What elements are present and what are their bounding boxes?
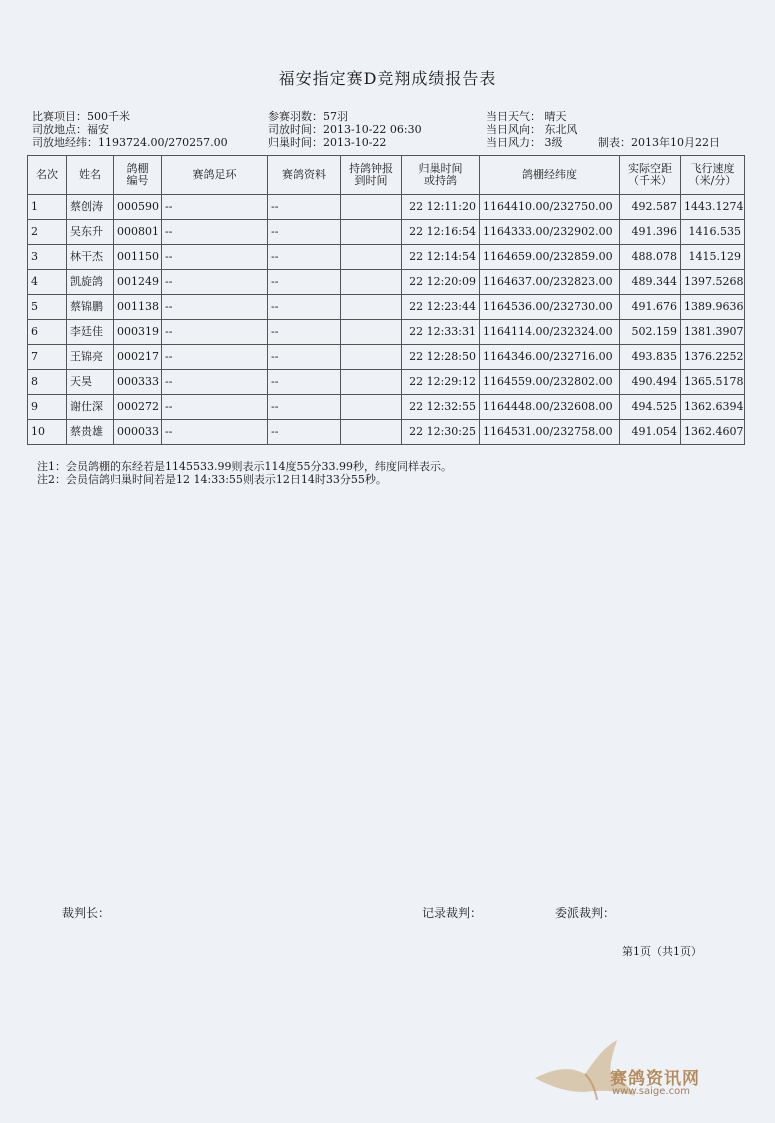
- watermark-url: www.saige.com: [612, 1086, 690, 1097]
- cell-name: 李廷佳: [67, 320, 114, 345]
- cell-name: 王锦亮: [67, 345, 114, 370]
- cell-speed: 1362.4607: [681, 420, 745, 445]
- return-date: 归巢时间：2013-10-22: [268, 136, 387, 149]
- cell-clock: [341, 295, 402, 320]
- cell-dist: 490.494: [620, 370, 681, 395]
- cell-ring: --: [162, 345, 268, 370]
- cell-speed: 1443.1274: [681, 195, 745, 220]
- cell-info: --: [268, 270, 341, 295]
- meta-left: [32, 110, 228, 149]
- watermark-name: 赛鸽资讯网: [610, 1069, 700, 1089]
- col-time: 归巢时间或持鸽: [402, 156, 480, 195]
- cell-rank: 5: [28, 295, 67, 320]
- cell-coord: 1164448.00/232608.00: [480, 395, 620, 420]
- release-time: 司放时间：2013-10-22 06:30: [268, 123, 422, 136]
- cell-name: 蔡贵雄: [67, 420, 114, 445]
- note-1: 注1：会员鸽棚的东经若是1145533.99则表示114度55分33.99秒，纬度同样表示。: [37, 460, 452, 473]
- cell-loft: 001249: [114, 270, 162, 295]
- cell-time: 22 12:23:44: [402, 295, 480, 320]
- cell-clock: [341, 220, 402, 245]
- cell-clock: [341, 270, 402, 295]
- cell-loft: 000033: [114, 420, 162, 445]
- header-row: [28, 156, 745, 195]
- cell-name: 蔡创涛: [67, 195, 114, 220]
- cell-ring: --: [162, 270, 268, 295]
- cell-name: 凯旋鸽: [67, 270, 114, 295]
- cell-clock: [341, 370, 402, 395]
- cell-rank: 10: [28, 420, 67, 445]
- cell-time: 22 12:32:55: [402, 395, 480, 420]
- cell-ring: --: [162, 195, 268, 220]
- table-row: [28, 195, 745, 220]
- race-item: 比赛项目：500千米: [32, 110, 130, 123]
- cell-coord: 1164531.00/232758.00: [480, 420, 620, 445]
- cell-info: --: [268, 220, 341, 245]
- release-place: 司放地点：福安: [32, 123, 109, 136]
- cell-time: 22 12:11:20: [402, 195, 480, 220]
- weather: 当日天气： 晴天: [486, 110, 567, 123]
- cell-time: 22 12:16:54: [402, 220, 480, 245]
- cell-ring: --: [162, 245, 268, 270]
- table-row: [28, 270, 745, 295]
- table-row: [28, 345, 745, 370]
- table-row: [28, 320, 745, 345]
- cell-loft: 000272: [114, 395, 162, 420]
- cell-name: 林干杰: [67, 245, 114, 270]
- appointed-judge-signature: 委派裁判：: [555, 906, 616, 920]
- cell-coord: 1164536.00/232730.00: [480, 295, 620, 320]
- col-rank: 名次: [28, 156, 67, 195]
- cell-info: --: [268, 245, 341, 270]
- cell-dist: 492.587: [620, 195, 681, 220]
- meta-right: [486, 110, 578, 149]
- cell-speed: 1381.3907: [681, 320, 745, 345]
- note-2: 注2：会员信鸽归巢时间若是12 14:33:55则表示12日14时33分55秒。: [37, 473, 387, 486]
- cell-rank: 6: [28, 320, 67, 345]
- cell-loft: 000217: [114, 345, 162, 370]
- col-distance: 实际空距（千米）: [620, 156, 681, 195]
- cell-coord: 1164346.00/232716.00: [480, 345, 620, 370]
- cell-loft: 001150: [114, 245, 162, 270]
- cell-dist: 491.054: [620, 420, 681, 445]
- cell-loft: 000333: [114, 370, 162, 395]
- cell-ring: --: [162, 370, 268, 395]
- cell-rank: 1: [28, 195, 67, 220]
- cell-loft: 000319: [114, 320, 162, 345]
- cell-speed: 1389.9636: [681, 295, 745, 320]
- table-row: [28, 395, 745, 420]
- chief-judge-signature: 裁判长：: [62, 906, 111, 920]
- cell-speed: 1397.5268: [681, 270, 745, 295]
- cell-speed: 1365.5178: [681, 370, 745, 395]
- col-loft: 鸽棚编号: [114, 156, 162, 195]
- cell-info: --: [268, 295, 341, 320]
- wind-force: 当日风力： 3级: [486, 136, 563, 149]
- cell-info: --: [268, 345, 341, 370]
- table-row: [28, 220, 745, 245]
- col-ring: 赛鸽足环: [162, 156, 268, 195]
- cell-coord: 1164114.00/232324.00: [480, 320, 620, 345]
- cell-dist: 489.344: [620, 270, 681, 295]
- cell-ring: --: [162, 220, 268, 245]
- cell-clock: [341, 320, 402, 345]
- cell-rank: 8: [28, 370, 67, 395]
- cell-ring: --: [162, 295, 268, 320]
- table-row: [28, 245, 745, 270]
- cell-info: --: [268, 395, 341, 420]
- cell-coord: 1164659.00/232859.00: [480, 245, 620, 270]
- cell-dist: 493.835: [620, 345, 681, 370]
- cell-name: 蔡锦鹏: [67, 295, 114, 320]
- cell-coord: 1164559.00/232802.00: [480, 370, 620, 395]
- release-coord: 司放地经纬：1193724.00/270257.00: [32, 136, 228, 149]
- cell-info: --: [268, 320, 341, 345]
- made-date: 制表：2013年10月22日: [598, 136, 720, 149]
- report-title: 福安指定赛D竞翔成绩报告表: [278, 69, 497, 88]
- cell-info: --: [268, 195, 341, 220]
- cell-speed: 1415.129: [681, 245, 745, 270]
- cell-rank: 4: [28, 270, 67, 295]
- cell-coord: 1164410.00/232750.00: [480, 195, 620, 220]
- table-row: [28, 370, 745, 395]
- recorder-signature: 记录裁判：: [422, 906, 483, 920]
- notes: [37, 460, 452, 486]
- cell-time: 22 12:30:25: [402, 420, 480, 445]
- cell-loft: 000801: [114, 220, 162, 245]
- col-speed: 飞行速度（米/分）: [681, 156, 745, 195]
- cell-ring: --: [162, 320, 268, 345]
- cell-time: 22 12:29:12: [402, 370, 480, 395]
- table-row: [28, 420, 745, 445]
- cell-dist: 488.078: [620, 245, 681, 270]
- cell-ring: --: [162, 420, 268, 445]
- cell-rank: 2: [28, 220, 67, 245]
- cell-clock: [341, 245, 402, 270]
- cell-speed: 1376.2252: [681, 345, 745, 370]
- cell-info: --: [268, 370, 341, 395]
- cell-dist: 502.159: [620, 320, 681, 345]
- cell-name: 吴东升: [67, 220, 114, 245]
- cell-dist: 491.676: [620, 295, 681, 320]
- cell-rank: 9: [28, 395, 67, 420]
- page-indicator: 第1页（共1页）: [622, 945, 702, 958]
- cell-loft: 000590: [114, 195, 162, 220]
- col-clock: 持鸽钟报到时间: [341, 156, 402, 195]
- cell-coord: 1164637.00/232823.00: [480, 270, 620, 295]
- cell-rank: 7: [28, 345, 67, 370]
- cell-coord: 1164333.00/232902.00: [480, 220, 620, 245]
- col-coord: 鸽棚经纬度: [480, 156, 620, 195]
- cell-clock: [341, 395, 402, 420]
- cell-time: 22 12:14:54: [402, 245, 480, 270]
- cell-ring: --: [162, 395, 268, 420]
- cell-time: 22 12:28:50: [402, 345, 480, 370]
- cell-rank: 3: [28, 245, 67, 270]
- cell-loft: 001138: [114, 295, 162, 320]
- cell-name: 谢仕深: [67, 395, 114, 420]
- cell-dist: 491.396: [620, 220, 681, 245]
- entry-count: 参赛羽数：57羽: [268, 110, 348, 123]
- cell-time: 22 12:33:31: [402, 320, 480, 345]
- cell-speed: 1362.6394: [681, 395, 745, 420]
- wind-direction: 当日风向： 东北风: [486, 123, 578, 136]
- cell-dist: 494.525: [620, 395, 681, 420]
- meta-mid: [268, 110, 422, 149]
- cell-clock: [341, 345, 402, 370]
- cell-clock: [341, 195, 402, 220]
- col-info: 赛鸽资料: [268, 156, 341, 195]
- results-table: [27, 155, 745, 445]
- cell-clock: [341, 420, 402, 445]
- cell-info: --: [268, 420, 341, 445]
- cell-time: 22 12:20:09: [402, 270, 480, 295]
- cell-speed: 1416.535: [681, 220, 745, 245]
- table-row: [28, 295, 745, 320]
- col-name: 姓名: [67, 156, 114, 195]
- cell-name: 天昊: [67, 370, 114, 395]
